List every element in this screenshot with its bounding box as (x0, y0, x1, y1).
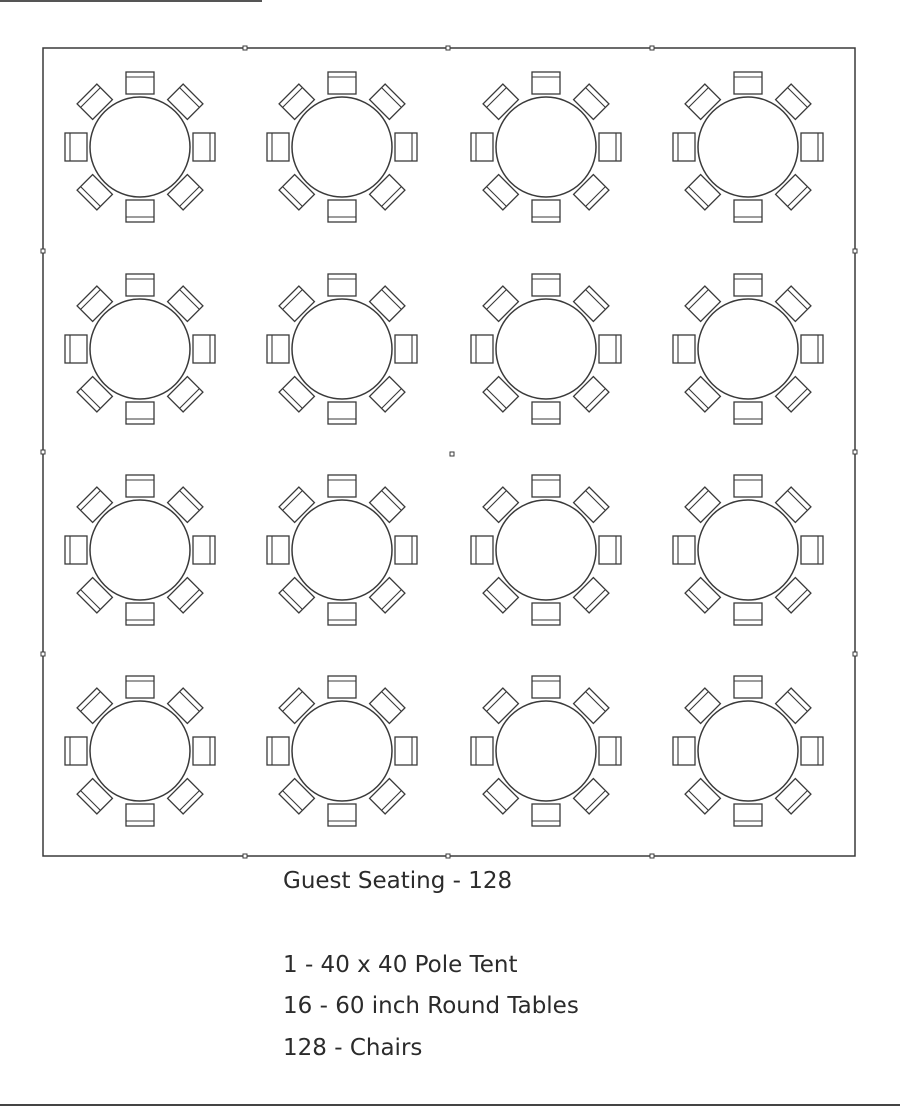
round-table-group (673, 274, 823, 424)
chair (801, 133, 823, 161)
round-table-group (673, 475, 823, 625)
chair (532, 676, 560, 698)
round-table (90, 299, 190, 399)
chair (65, 536, 87, 564)
round-table-group (471, 676, 621, 826)
tent-pole-marker (853, 249, 857, 253)
chair (65, 737, 87, 765)
chair (673, 536, 695, 564)
chair (65, 335, 87, 363)
chair (126, 402, 154, 424)
round-table (496, 299, 596, 399)
round-table (292, 500, 392, 600)
chair (267, 335, 289, 363)
chair (126, 274, 154, 296)
seating-title: Guest Seating - 128 (283, 868, 513, 894)
round-table-group (471, 475, 621, 625)
chair (126, 72, 154, 94)
round-table-group (673, 72, 823, 222)
chair (193, 536, 215, 564)
tables-layer (65, 72, 823, 826)
round-table-group (65, 274, 215, 424)
tent-pole-marker (853, 450, 857, 454)
chair (532, 475, 560, 497)
chair (532, 603, 560, 625)
chair (599, 335, 621, 363)
chair (599, 536, 621, 564)
chair (328, 200, 356, 222)
round-table-group (267, 475, 417, 625)
round-table (698, 97, 798, 197)
round-table (496, 701, 596, 801)
tent-pole-marker (853, 652, 857, 656)
chair (193, 737, 215, 765)
chair (328, 402, 356, 424)
chair (471, 536, 493, 564)
chair (471, 133, 493, 161)
round-table (90, 500, 190, 600)
tent-pole-marker (650, 854, 654, 858)
round-table (496, 500, 596, 600)
round-table-group (65, 676, 215, 826)
chair (734, 475, 762, 497)
chair (532, 274, 560, 296)
chair (328, 274, 356, 296)
chair (395, 737, 417, 765)
round-table (698, 500, 798, 600)
chair (471, 737, 493, 765)
chair (395, 335, 417, 363)
tent-pole-marker (41, 249, 45, 253)
round-table (698, 701, 798, 801)
round-table (90, 97, 190, 197)
tent-pole-marker (41, 450, 45, 454)
tent-pole-marker (446, 46, 450, 50)
chair (126, 603, 154, 625)
chair (734, 676, 762, 698)
round-table-group (673, 676, 823, 826)
chair (801, 536, 823, 564)
round-table (292, 701, 392, 801)
tent-pole-marker (243, 854, 247, 858)
chair (532, 200, 560, 222)
round-table (90, 701, 190, 801)
chair (471, 335, 493, 363)
bottom-page-rule (0, 1104, 900, 1106)
tent-count-line: 1 - 40 x 40 Pole Tent (283, 952, 518, 978)
chair (328, 603, 356, 625)
chair (126, 200, 154, 222)
chair (599, 737, 621, 765)
chair (532, 402, 560, 424)
chair (267, 536, 289, 564)
chair (673, 133, 695, 161)
round-table-group (471, 72, 621, 222)
chair (328, 676, 356, 698)
chair (395, 133, 417, 161)
round-table-group (65, 475, 215, 625)
chair (734, 72, 762, 94)
round-table (292, 97, 392, 197)
chair (599, 133, 621, 161)
chair (532, 72, 560, 94)
chair (267, 737, 289, 765)
chair (193, 335, 215, 363)
chair (328, 475, 356, 497)
tent-pole-marker (243, 46, 247, 50)
chair (395, 536, 417, 564)
chair (193, 133, 215, 161)
round-table-group (65, 72, 215, 222)
chair (801, 335, 823, 363)
chair (126, 475, 154, 497)
chair (673, 737, 695, 765)
chair (734, 804, 762, 826)
chair (267, 133, 289, 161)
chair (328, 72, 356, 94)
round-table (496, 97, 596, 197)
round-table (292, 299, 392, 399)
chair (734, 603, 762, 625)
chair (673, 335, 695, 363)
round-table-group (267, 274, 417, 424)
chair (734, 274, 762, 296)
tent-pole-marker (41, 652, 45, 656)
tent-pole-marker (450, 452, 454, 456)
chair (734, 402, 762, 424)
chair-count-line: 128 - Chairs (283, 1035, 423, 1061)
chair (65, 133, 87, 161)
chair (126, 804, 154, 826)
tent-pole-marker (446, 854, 450, 858)
chair (126, 676, 154, 698)
round-table (698, 299, 798, 399)
chair (328, 804, 356, 826)
round-table-group (267, 676, 417, 826)
round-table-group (471, 274, 621, 424)
chair (734, 200, 762, 222)
chair (532, 804, 560, 826)
chair (801, 737, 823, 765)
table-count-line: 16 - 60 inch Round Tables (283, 993, 579, 1019)
round-table-group (267, 72, 417, 222)
tent-pole-marker (650, 46, 654, 50)
